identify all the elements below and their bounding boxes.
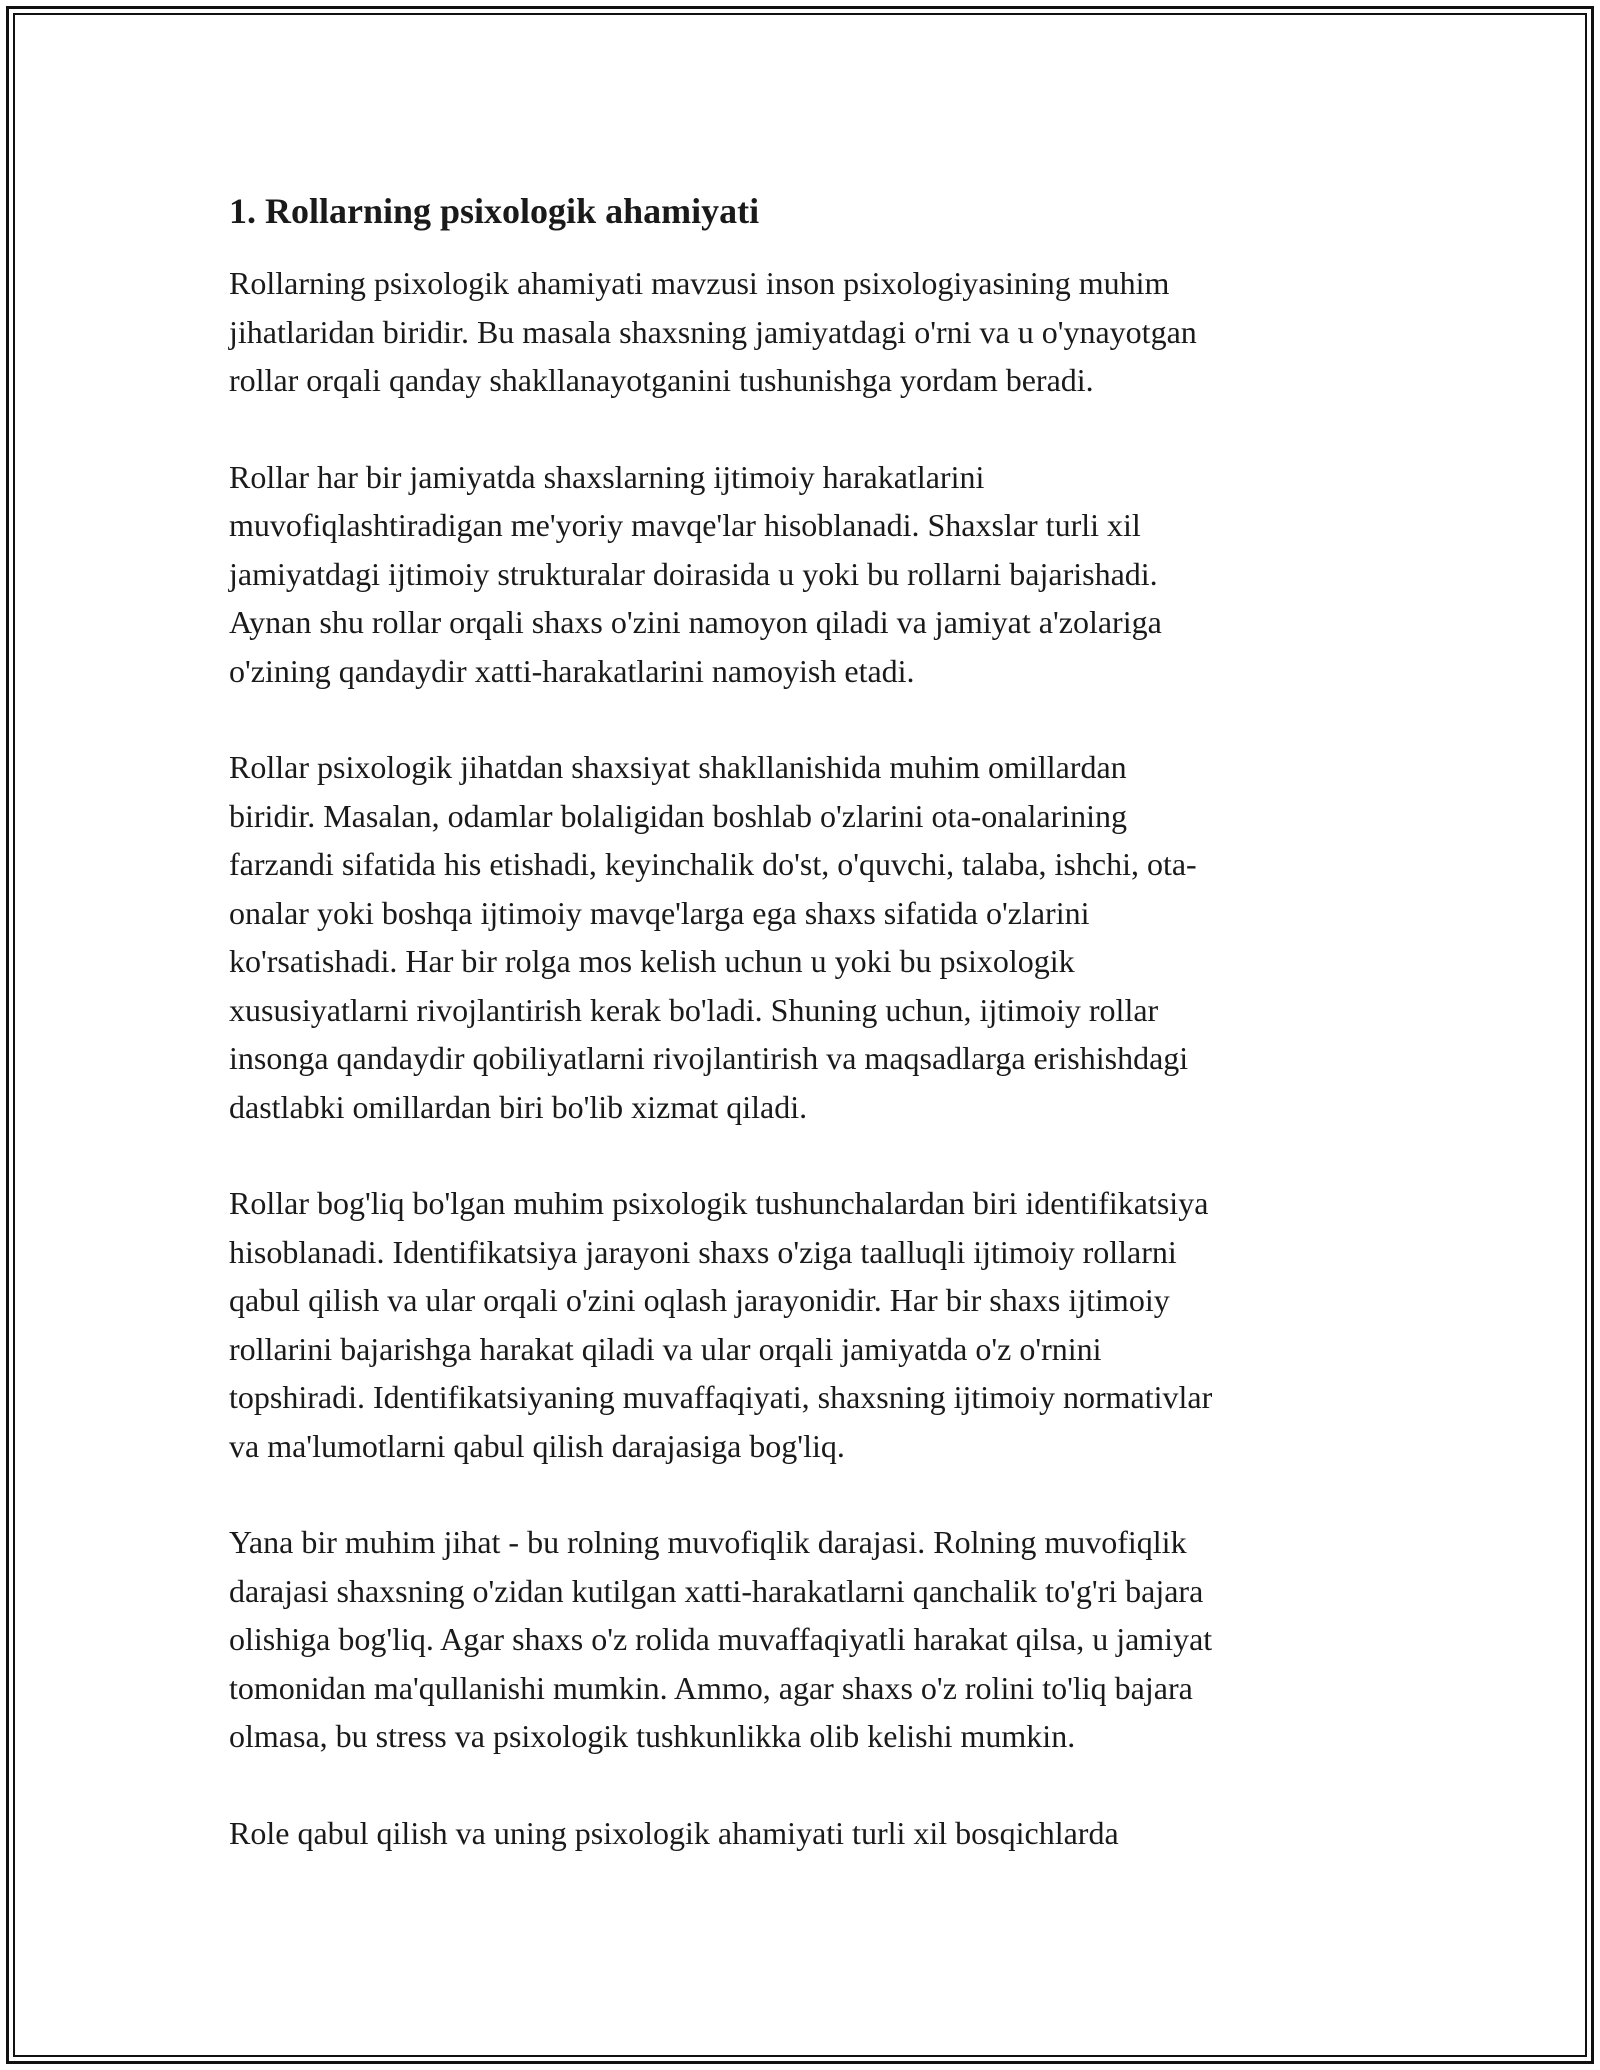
text-line: Rollar har bir jamiyatda shaxslarning ijtimoiy harakatlarini [229, 458, 985, 495]
text-line: Aynan shu rollar orqali shaxs o'zini namoyon qiladi va jamiyat a'zolariga [229, 604, 1162, 640]
text-line: Yana bir muhim jihat - bu rolning muvofiqlik darajasi. Rolning muvofiqlik [229, 1524, 1187, 1560]
paragraph-2 [229, 453, 1389, 696]
text-line: va ma'lumotlarni qabul qilish darajasiga bog'liq. [229, 1427, 845, 1464]
paragraph-5 [229, 1518, 1389, 1761]
text-line: insonga qandaydir qobiliyatlarni rivojlantirish va maqsadlarga erishishdagi [229, 1040, 1189, 1076]
text-line: tomonidan ma'qullanishi mumkin. Ammo, agar shaxs o'z rolini to'liq bajara [229, 1669, 1193, 1706]
paragraph-4 [229, 1179, 1389, 1470]
text-line: topshiradi. Identifikatsiyaning muvaffaqiyati, shaxsning ijtimoiy normativlar [229, 1379, 1213, 1415]
paragraph-6 [229, 1809, 1389, 1858]
text-line: Role qabul qilish va uning psixologik ahamiyati turli xil bosqichlarda [229, 1814, 1119, 1851]
text-line: dastlabki omillardan biri bo'lib xizmat qiladi. [229, 1088, 808, 1125]
text-line: biridir. Masalan, odamlar bolaligidan boshlab o'zlarini ota-onalarining [229, 797, 1127, 834]
text-line: Rollar bog'liq bo'lgan muhim psixologik tushunchalardan biri identifikatsiya [229, 1185, 1209, 1221]
paragraph-1 [229, 259, 1389, 405]
text-line: olishiga bog'liq. Agar shaxs o'z rolida muvaffaqiyatli harakat qilsa, u jamiyat [229, 1621, 1213, 1657]
section-heading: 1. Rollarning psixologik ahamiyati [229, 191, 760, 231]
text-line: farzandi sifatida his etishadi, keyinchalik do'st, o'quvchi, talaba, ishchi, ota- [229, 846, 1197, 882]
text-line: qabul qilish va ular orqali o'zini oqlash jarayonidir. Har bir shaxs ijtimoiy [229, 1282, 1170, 1318]
text-line: jamiyatdagi ijtimoiy strukturalar doirasida u yoki bu rollarni bajarishadi. [229, 555, 1158, 592]
paragraph-3 [229, 743, 1389, 1131]
text-line: onalar yoki boshqa ijtimoiy mavqe'larga ega shaxs sifatida o'zlarini [229, 894, 1090, 931]
text-line: olmasa, bu stress va psixologik tushkunlikka olib kelishi mumkin. [229, 1718, 1076, 1754]
text-line: ko'rsatishadi. Har bir rolga mos kelish uchun u yoki bu psixologik [229, 943, 1075, 979]
text-line: Rollarning psixologik ahamiyati mavzusi inson psixologiyasining muhim [229, 265, 1170, 301]
text-line: o'zining qandaydir xatti-harakatlarini namoyish etadi. [229, 652, 915, 689]
text-line: muvofiqlashtiradigan me'yoriy mavqe'lar hisoblanadi. Shaxslar turli xil [229, 507, 1141, 543]
text-line: rollar orqali qanday shakllanayotganini tushunishga yordam beradi. [229, 362, 1094, 398]
text-line: rollarini bajarishga harakat qiladi va ular orqali jamiyatda o'z o'rnini [229, 1330, 1102, 1367]
text-line: jihatlaridan biridir. Bu masala shaxsning jamiyatdagi o'rni va u o'ynayotgan [229, 313, 1197, 350]
text-line: darajasi shaxsning o'zidan kutilgan xatti-harakatlarni qanchalik to'g'ri bajara [229, 1572, 1204, 1609]
text-line: Rollar psixologik jihatdan shaxsiyat shakllanishida muhim omillardan [229, 749, 1127, 785]
document-body [229, 187, 1389, 1905]
text-line: hisoblanadi. Identifikatsiya jarayoni shaxs o'ziga taalluqli ijtimoiy rollarni [229, 1233, 1177, 1270]
text-line: xususiyatlarni rivojlantirish kerak bo'ladi. Shuning uchun, ijtimoiy rollar [229, 991, 1159, 1028]
